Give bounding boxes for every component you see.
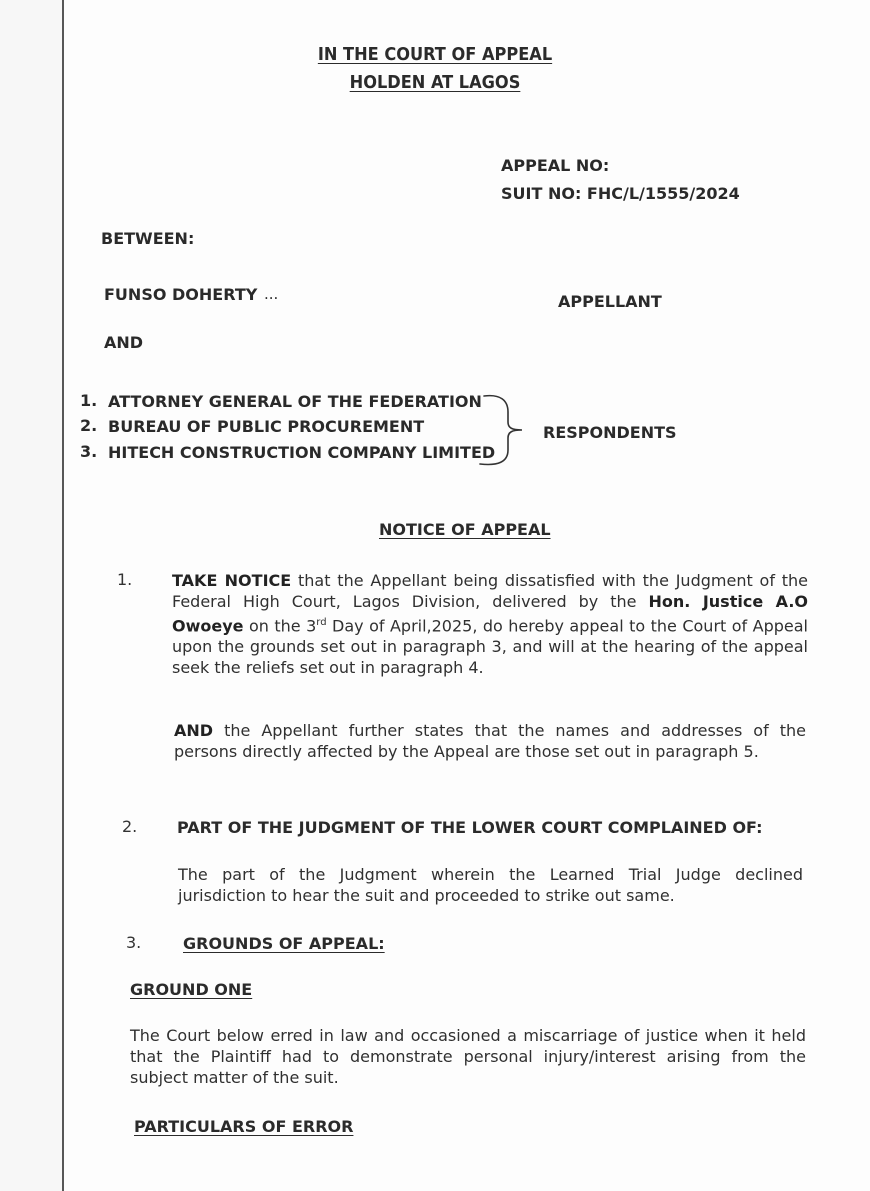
scan-margin (0, 0, 62, 1191)
respondent-1-name: ATTORNEY GENERAL OF THE FEDERATION (108, 392, 482, 411)
between-label: BETWEEN: (101, 229, 195, 248)
ground-one-text: The Court below erred in law and occasioned a miscarriage of justice when it held that the Plaintiff had to demonstrate personal injury/interest arising from the subject matter of the suit. (130, 1026, 806, 1087)
particulars-heading: PARTICULARS OF ERROR (134, 1117, 354, 1136)
scan-edge-line (62, 0, 64, 1191)
respondents-brace (478, 392, 538, 468)
paragraph-2-heading: PART OF THE JUDGMENT OF THE LOWER COURT COMPLAINED OF: (177, 818, 763, 837)
respondent-3-name: HITECH CONSTRUCTION COMPANY LIMITED (108, 443, 496, 462)
paragraph-1-number: 1. (117, 570, 133, 589)
grounds-heading: GROUNDS OF APPEAL: (183, 934, 385, 953)
respondent-2-number: 2. (80, 416, 98, 435)
paragraph-1-text-c: Day of April,2025, do hereby appeal to the Court of Appeal upon the grounds set out in paragraph 3, and will at the hearing of the appeal seek the reliefs set out in paragraph 4. (172, 616, 808, 678)
respondent-2-name: BUREAU OF PUBLIC PROCUREMENT (108, 417, 425, 436)
appellant-role: APPELLANT (558, 292, 662, 311)
appellant-name: FUNSO DOHERTY (104, 285, 258, 304)
appellant-dots: ... (264, 285, 279, 303)
ground-one-heading: GROUND ONE (130, 980, 253, 999)
and-lead: AND (174, 721, 214, 740)
paragraph-1-text-a: that the Appellant being dissatisfied with the Judgment of the Federal High Court, Lagos Division, delivered by the (172, 571, 809, 611)
court-location: HOLDEN AT LAGOS (349, 72, 521, 93)
paragraph-1b-text (174, 720, 806, 762)
notice-title: NOTICE OF APPEAL (379, 520, 551, 539)
paragraph-2-number: 2. (122, 817, 138, 836)
paragraph-1-text (172, 570, 808, 678)
paragraph-3-number: 3. (126, 933, 142, 952)
appeal-number: APPEAL NO: (501, 156, 610, 175)
respondent-1-number: 1. (80, 391, 98, 410)
respondents-role: RESPONDENTS (543, 423, 677, 442)
paragraph-1b-body: the Appellant further states that the names and addresses of the persons directly affected by the Appeal are those set out in paragraph 5. (174, 721, 806, 761)
and-label: AND (104, 333, 144, 352)
date-suffix: rd (316, 617, 327, 628)
court-title: IN THE COURT OF APPEAL (317, 44, 553, 65)
judge-name: Hon. Justice A.O Owoeye (172, 592, 809, 636)
paragraph-2-text: The part of the Judgment wherein the Learned Trial Judge declined jurisdiction to hear the suit and proceeded to strike out same. (178, 865, 803, 905)
suit-number: SUIT NO: FHC/L/1555/2024 (501, 184, 740, 203)
paragraph-1-text-b: on the 3 (243, 616, 317, 636)
respondent-3-number: 3. (80, 442, 98, 461)
take-notice-lead: TAKE NOTICE (172, 571, 292, 590)
